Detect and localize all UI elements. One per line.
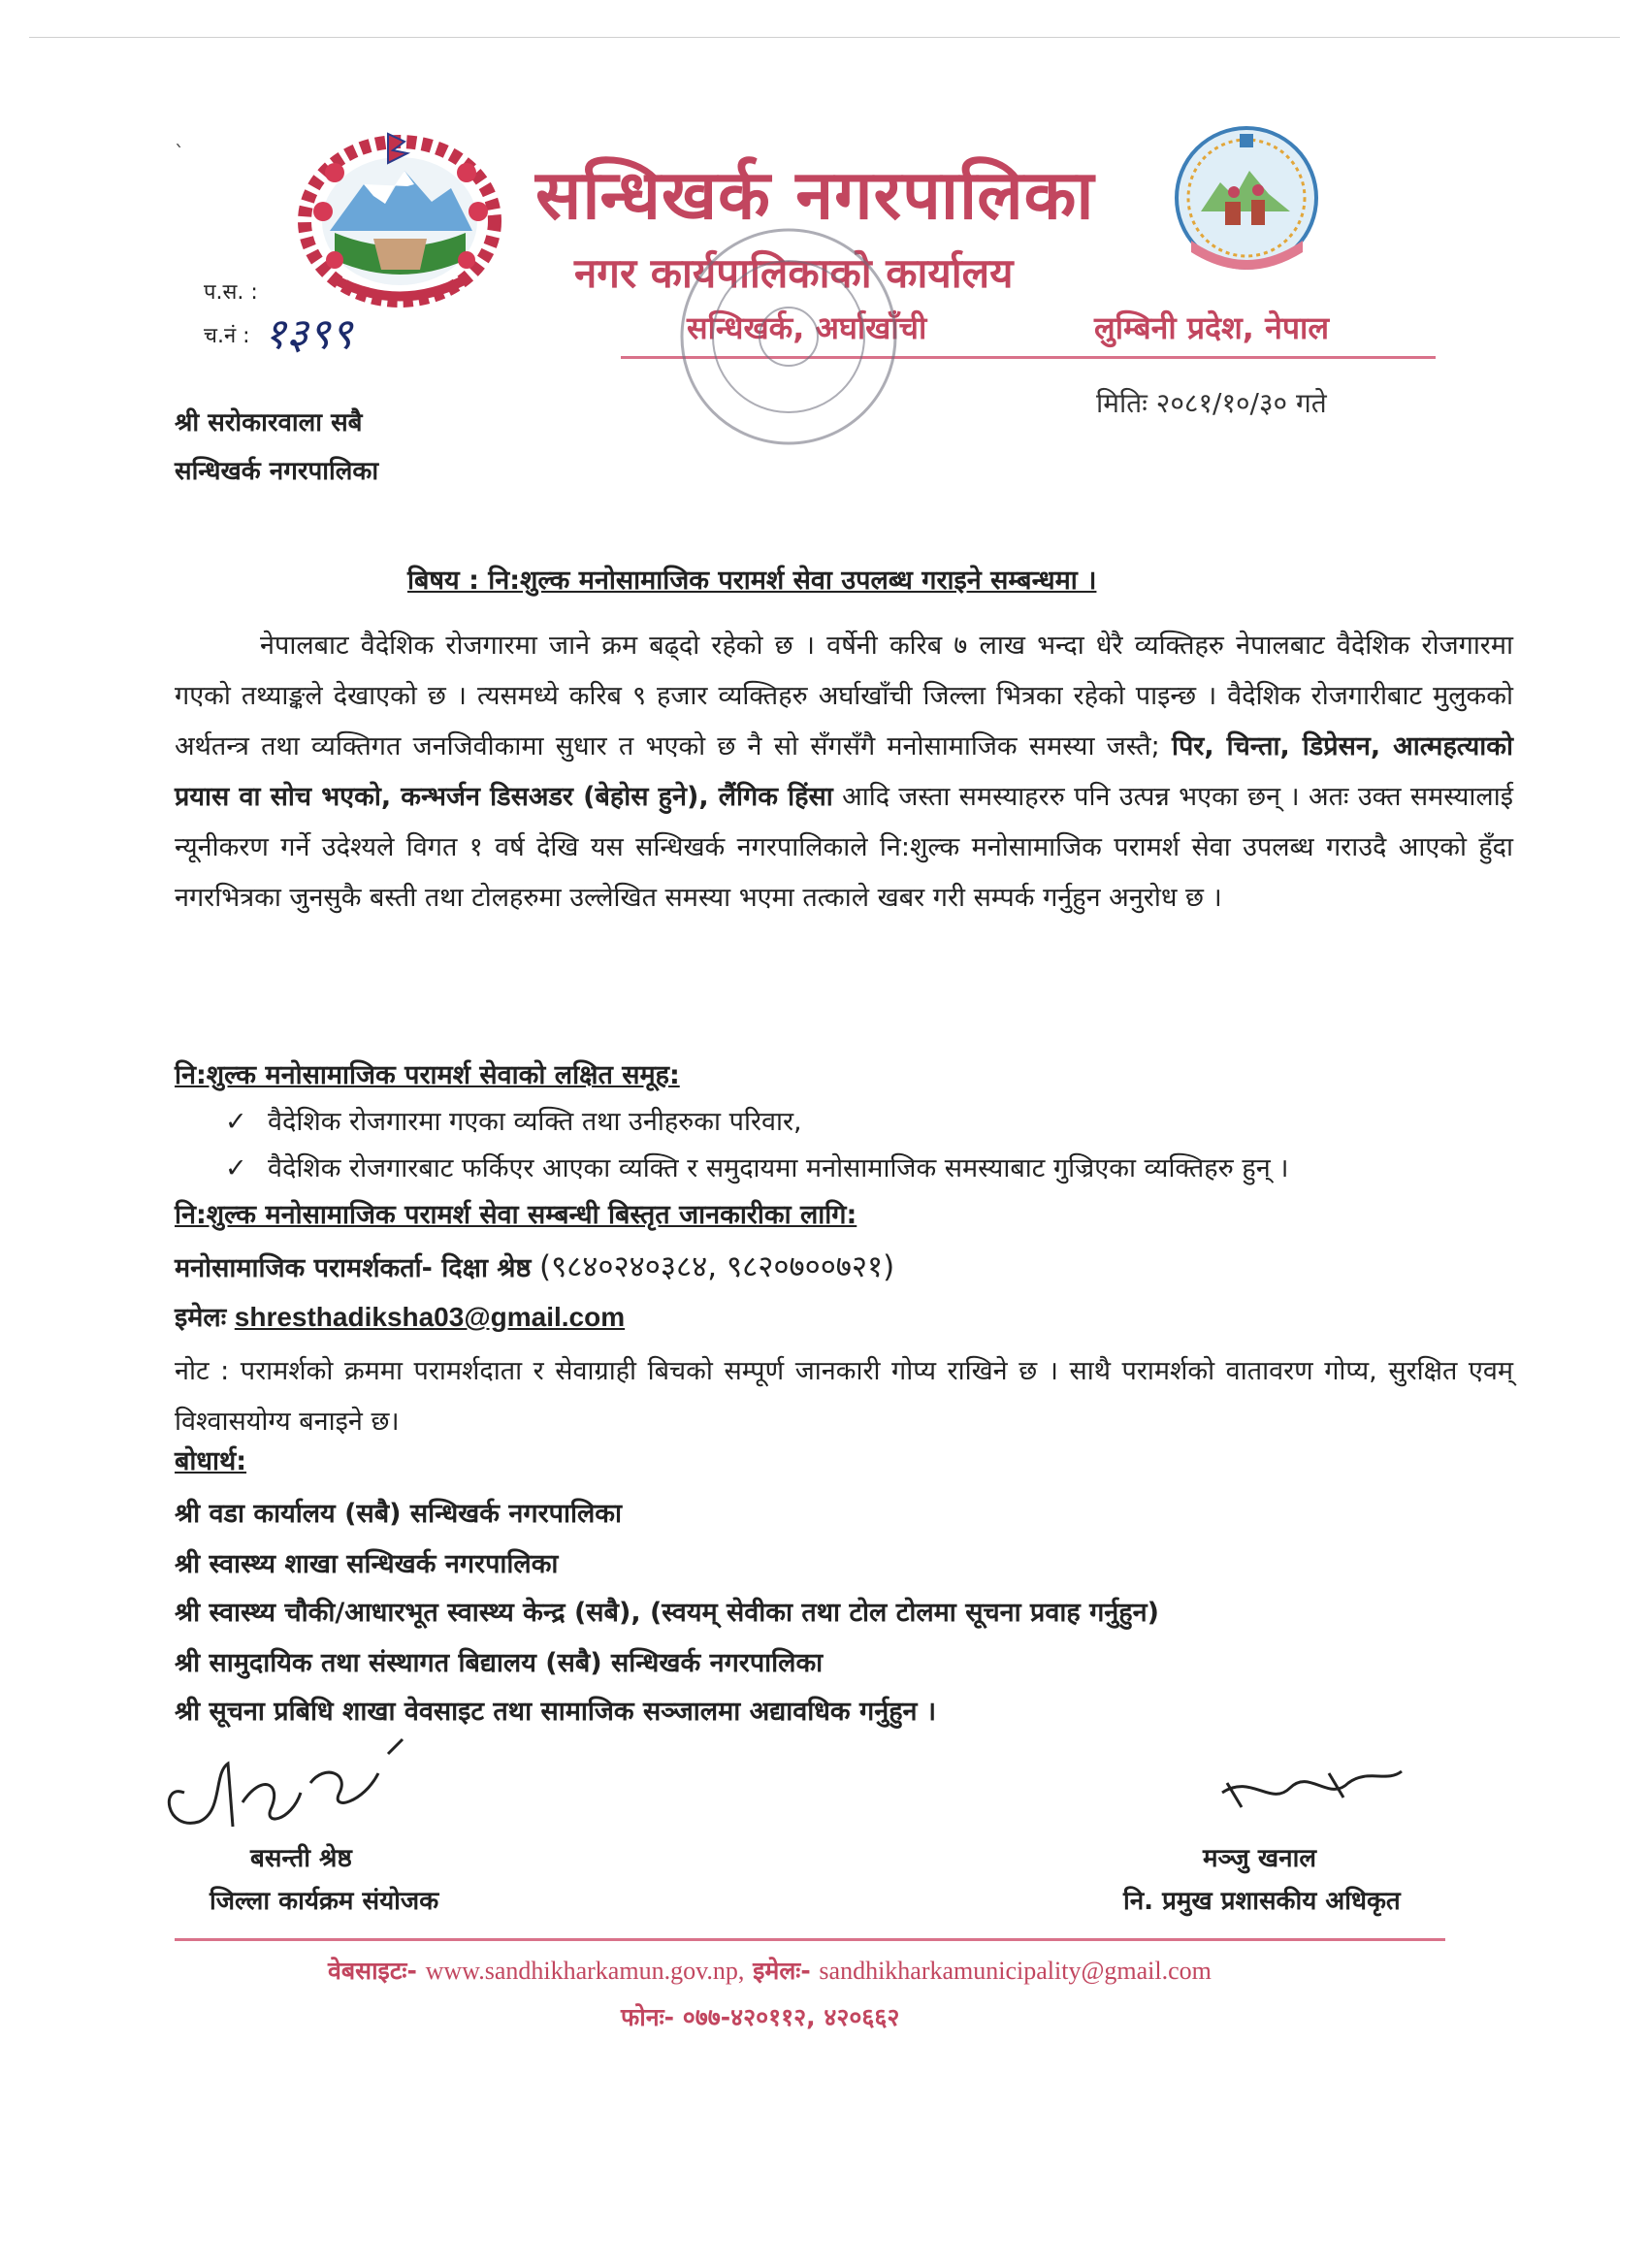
cc-item: श्री सामुदायिक तथा संस्थागत बिद्यालय (सबै) सन्धिखर्क नगरपालिका <box>175 1648 824 1678</box>
check-icon: ✓ <box>225 1107 247 1137</box>
left-signatory-name: बसन्ती श्रेष्ठ <box>250 1844 352 1873</box>
cc-item: श्री सूचना प्रबिधि शाखा वेवसाइट तथा सामाजिक सञ्जालमा अद्यावधिक गर्नुहुन । <box>175 1697 937 1727</box>
target-item <box>225 1149 1289 1184</box>
counselor-label: मनोसामाजिक परामर्शकर्ता- दिक्षा श्रेष्ठ <box>175 1253 532 1283</box>
body-paragraph <box>175 621 1513 923</box>
letter-date: मितिः २०८१/१०/३० गते <box>1096 387 1327 419</box>
left-signatory-title: जिल्ला कार्यक्रम संयोजक <box>210 1887 439 1916</box>
addressee-line-1: श्री सरोकारवाला सबै <box>175 408 363 437</box>
municipality-title: सन्धिखर्क नगरपालिका <box>535 155 1095 235</box>
office-subtitle: नगर कार्यपालिकाको कार्यालय <box>574 249 1014 297</box>
office-location: सन्धिखर्क, अर्घाखाँची <box>687 309 927 346</box>
counselor-phone: (९८४०२४०३८४, ९८२०७००७२१) <box>538 1249 895 1284</box>
footer-website-label: वेबसाइटः- <box>328 1957 417 1985</box>
counselor-line <box>175 1246 894 1286</box>
footer-divider <box>175 1938 1445 1941</box>
right-signature-icon <box>1212 1754 1406 1822</box>
check-icon: ✓ <box>225 1153 247 1183</box>
reference-cn-label: च.नं : <box>204 324 250 348</box>
body-text-part-2: आदि जस्ता समस्याहररु पनि उत्पन्न भएका छन् । अतः उक्त समस्यालाई न्यूनीकरण गर्ने उदेश्यले विगत १ वर्ष देखि यस सन्धिखर्क नगरपालिकाले नि:शुल्क मनोसामाजिक परामर्श सेवा उपलब्ध गराउदै आएको हुँदा नगरभित्रका जुनसुकै बस्ती तथा टोलहरुमा उल्लेखित समस्या भएमा तत्काले खबर गरी सम्पर्क गर्नुहुन अनुरोध छ । <box>175 782 1513 913</box>
target-item-text: वैदेशिक रोजगारबाट फर्किएर आएका व्यक्ति र समुदायमा मनोसामाजिक समस्याबाट गुज्रिएका व्यक्तिहरु हुन् । <box>268 1153 1289 1183</box>
office-stamp-icon <box>667 215 910 458</box>
cc-item: श्री स्वास्थ्य चौकी/आधारभूत स्वास्थ्य केन्द्र (सबै), (स्वयम् सेवीका तथा टोल टोलमा सूचना प्रवाह गर्नुहुन) <box>175 1598 1159 1628</box>
right-signatory-title: नि. प्रमुख प्रशासकीय अधिकृत <box>1123 1887 1401 1916</box>
footer-contact-line <box>328 1954 1212 1987</box>
right-signatory-name: मञ्जु खनाल <box>1203 1844 1316 1873</box>
left-signature-icon <box>155 1734 427 1841</box>
email-link[interactable]: shresthadiksha03@gmail.com <box>234 1302 626 1332</box>
cc-item: श्री वडा कार्यालय (सबै) सन्धिखर्क नगरपालिका <box>175 1499 622 1529</box>
email-line <box>175 1298 625 1334</box>
cc-heading: बोधार्थ: <box>175 1446 247 1476</box>
municipality-logo-icon <box>1172 124 1322 277</box>
target-item <box>225 1102 802 1138</box>
footer-phone: फोनः- ०७७-४२०११२, ४२०६६२ <box>621 2003 900 2031</box>
target-item-text: वैदेशिक रोजगारमा गएका व्यक्ति तथा उनीहरुका परिवार, <box>268 1107 802 1137</box>
body-text-bold: पिर, चिन्ता, डिप्रेसन, आत्महत्याको प्रयास वा सोच भएको, कन्भर्जन डिसअडर (बेहोस हुने), लैंगिक हिंसा <box>175 731 1513 812</box>
target-group-heading: नि:शुल्क मनोसामाजिक परामर्श सेवाको लक्षित समूह: <box>175 1060 680 1090</box>
province-label: लुम्बिनी प्रदेश, नेपाल <box>1094 309 1330 346</box>
contact-heading: नि:शुल्क मनोसामाजिक परामर्श सेवा सम्बन्धी बिस्तृत जानकारीका लागि: <box>175 1200 857 1230</box>
reference-cn-value: १३९९ <box>264 309 353 359</box>
addressee-line-2: सन्धिखर्क नगरपालिका <box>175 457 379 486</box>
footer-website-link[interactable]: www.sandhikharkamun.gov.np, <box>425 1957 745 1985</box>
footer-email-link[interactable]: sandhikharkamunicipality@gmail.com <box>819 1957 1212 1985</box>
scan-top-line <box>29 37 1620 38</box>
email-label: इमेलः <box>175 1303 227 1333</box>
nepal-emblem-icon <box>296 124 504 308</box>
footer-email-label: इमेलः- <box>753 1957 811 1985</box>
scan-mark: ˎ <box>175 124 184 147</box>
cc-item: श्री स्वास्थ्य शाखा सन्धिखर्क नगरपालिका <box>175 1549 559 1579</box>
confidentiality-note: नोट : परामर्शको क्रममा परामर्शदाता र सेवाग्राही बिचको सम्पूर्ण जानकारी गोप्य राखिने छ । साथै परामर्शको वातावरण गोप्य, सुरक्षित एवम् विश्वासयोग्य बनाइने छ। <box>175 1356 1513 1437</box>
reference-ps-label: प.स. : <box>204 280 258 305</box>
body-text-part-1: नेपालबाट वैदेशिक रोजगारमा जाने क्रम बढ्दो रहेको छ । वर्षेनी करिब ७ लाख भन्दा धेरै व्यक्तिहरु नेपालबाट वैदेशिक रोजगारमा गएको तथ्याङ्कले देखाएको छ । त्यसमध्ये करिब ९ हजार व्यक्तिहरु अर्घाखाँची जिल्ला भित्रका रहेको पाइन्छ । वैदेशिक रोजगारीबाट मुलुकको अर्थतन्त्र तथा व्यक्तिगत जनजिवीकामा सुधार त भएको छ नै सो सँगसँगै मनोसामाजिक समस्या जस्तै; <box>175 631 1513 761</box>
letter-subject: बिषय : नि:शुल्क मनोसामाजिक परामर्श सेवा उपलब्ध गराइने सम्बन्धमा । <box>407 566 1097 596</box>
